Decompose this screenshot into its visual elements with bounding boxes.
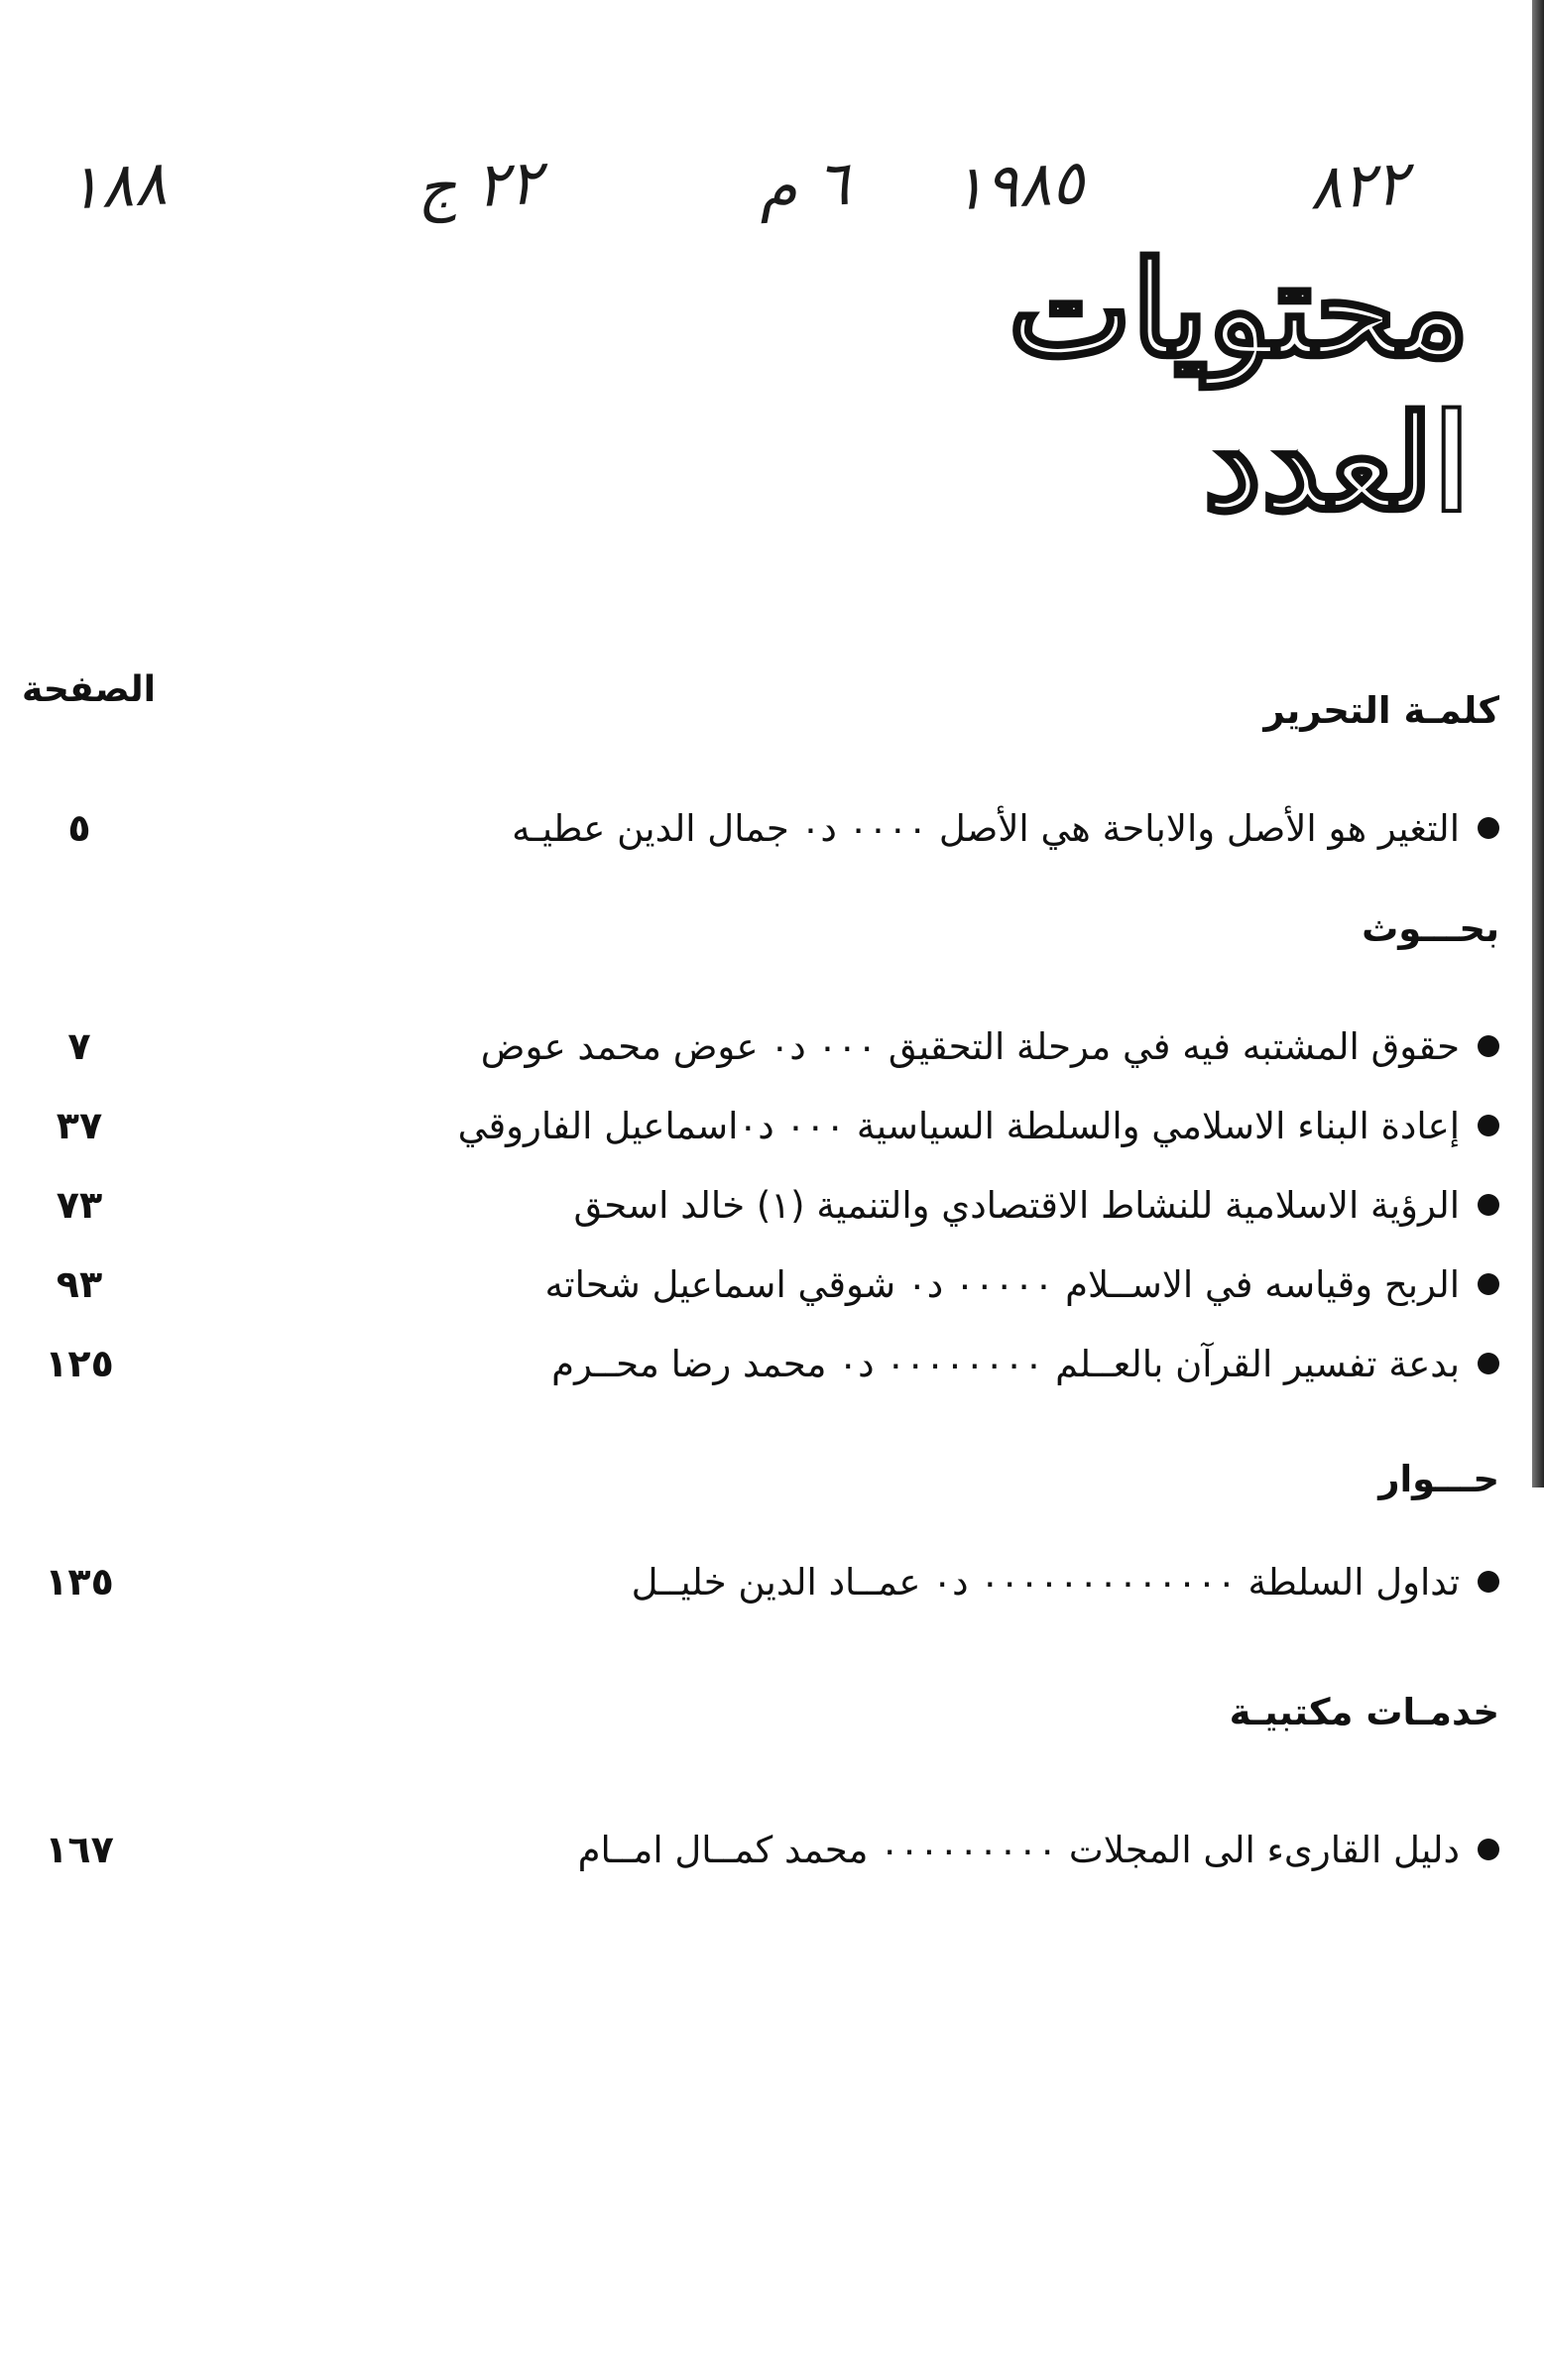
bullet-icon bbox=[1478, 1353, 1499, 1374]
entry-page-number: ٥ bbox=[67, 806, 91, 850]
entry-title: تداول السلطة ٠٠٠٠٠٠٠٠٠٠٠٠٠ د٠ عمــاد الدين خليــل bbox=[238, 1552, 1499, 1611]
toc-entry[interactable] bbox=[20, 1820, 1499, 1879]
entry-title: إعادة البناء الاسلامي والسلطة السياسية ٠٠٠ د٠اسماعيل الفاروقي bbox=[238, 1096, 1499, 1155]
toc-entry[interactable] bbox=[20, 1334, 1499, 1393]
toc-entry[interactable] bbox=[20, 1016, 1499, 1076]
entry-title: التغير هو الأصل والاباحة هي الأصل ٠٠٠٠ د٠ جمال الدين عطيـه bbox=[238, 798, 1499, 858]
section-heading-research: بحـــوث bbox=[1362, 907, 1499, 950]
entry-page-number: ١٢٥ bbox=[45, 1342, 114, 1385]
entry-page-number: ٧٣ bbox=[56, 1183, 103, 1227]
toc-entry[interactable] bbox=[20, 1175, 1499, 1235]
toc-entry[interactable] bbox=[20, 1254, 1499, 1314]
page-edge-shadow bbox=[1532, 0, 1544, 1488]
bullet-icon bbox=[1478, 817, 1499, 839]
section-heading-library-services: خدمـات مكتبيـة bbox=[1229, 1691, 1499, 1733]
bullet-icon bbox=[1478, 1035, 1499, 1057]
bullet-icon bbox=[1478, 1839, 1499, 1860]
section-heading-dialogue: حـــوار bbox=[1378, 1458, 1499, 1500]
toc-entry[interactable] bbox=[20, 1096, 1499, 1155]
entry-title: الربح وقياسه في الاســلام ٠٠٠٠٠ د٠ شوقي اسماعيل شحاته bbox=[238, 1254, 1499, 1314]
handwritten-number-left: ١٨٨ bbox=[65, 146, 169, 224]
entry-page-number: ١٣٥ bbox=[45, 1560, 114, 1604]
bullet-icon bbox=[1478, 1273, 1499, 1295]
bullet-icon bbox=[1478, 1115, 1499, 1136]
entry-page-number: ٣٧ bbox=[56, 1104, 103, 1147]
handwritten-number-right: ٨٢٢ bbox=[1307, 146, 1410, 224]
entry-title: حقوق المشتبه فيه في مرحلة التحقيق ٠٠٠ د٠ عوض محمد عوض bbox=[238, 1016, 1499, 1076]
handwritten-date: ٢٢ ج bbox=[415, 145, 544, 225]
entry-page-number: ٩٣ bbox=[56, 1262, 103, 1306]
title-text: محتويات العدد bbox=[1008, 233, 1470, 540]
page-title bbox=[756, 233, 1470, 540]
toc-entry[interactable] bbox=[20, 1552, 1499, 1611]
entry-title: الرؤية الاسلامية للنشاط الاقتصادي والتنمية (١) خالد اسحق bbox=[238, 1175, 1499, 1235]
toc-entry[interactable] bbox=[20, 798, 1499, 858]
entry-page-number: ١٦٧ bbox=[45, 1828, 114, 1871]
bullet-icon bbox=[1478, 1194, 1499, 1216]
entry-title: دليل القارىء الى المجلات ٠٠٠٠٠٠٠٠٠ محمد كمــال امــام bbox=[238, 1820, 1499, 1879]
handwritten-year: ١٩٨٥ bbox=[950, 145, 1087, 225]
bullet-icon bbox=[1478, 1571, 1499, 1593]
handwritten-month: ٦ م bbox=[757, 146, 852, 224]
section-heading-editorial: كلمـة التحرير bbox=[1263, 689, 1499, 732]
entry-page-number: ٧ bbox=[67, 1024, 91, 1068]
entry-title: بدعة تفسير القرآن بالعــلم ٠٠٠٠٠٠٠٠ د٠ محمد رضا محــرم bbox=[238, 1334, 1499, 1393]
page-column-header: الصفحة bbox=[22, 669, 157, 710]
